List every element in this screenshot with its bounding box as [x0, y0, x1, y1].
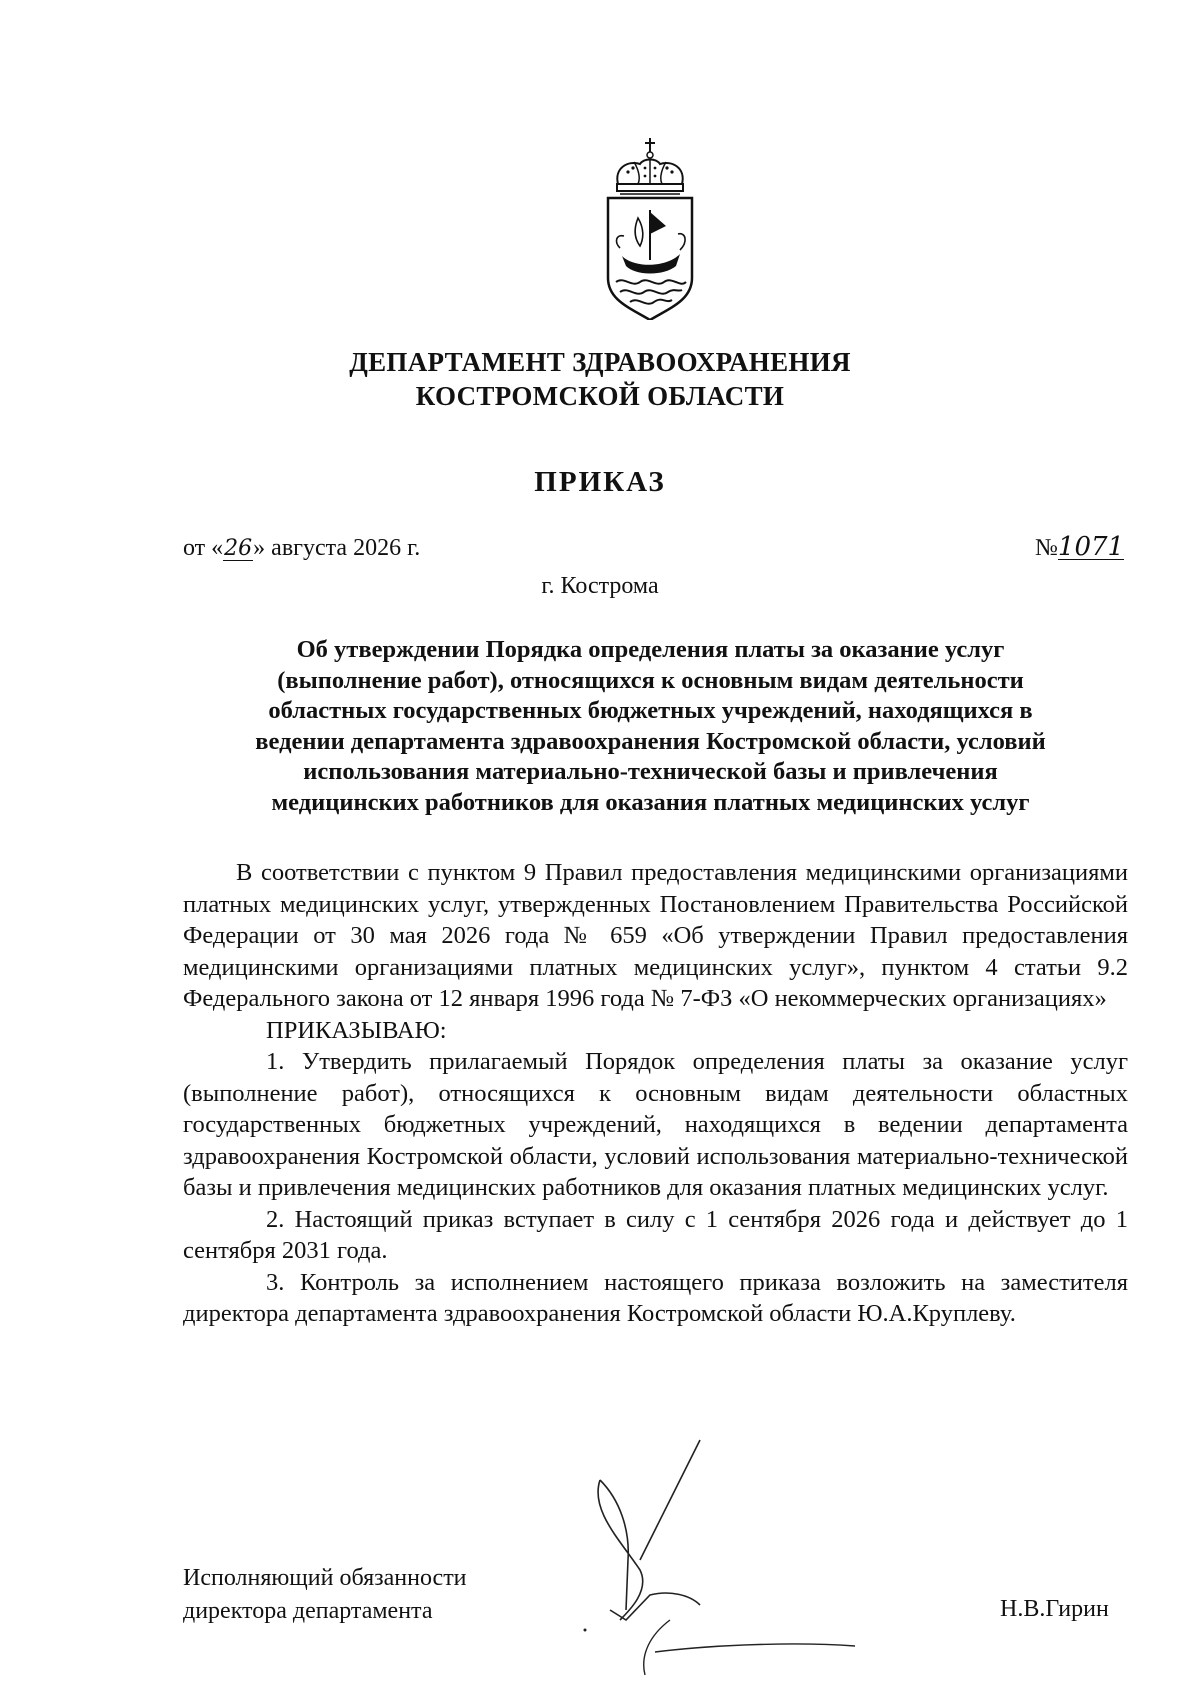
number-prefix: №: [1035, 535, 1058, 561]
subject-line: использования материально-технической базы и привлечения: [303, 758, 998, 785]
signer-position: [183, 1562, 467, 1628]
signer-name: Н.В.Гирин: [1000, 1596, 1109, 1622]
order-number: [1035, 532, 1125, 562]
handwritten-signature-icon: [580, 1420, 940, 1680]
order-item-3: 3. Контроль за исполнением настоящего приказа возложить на заместителя директора департамента здравоохранения Костромской области Ю.А.Круплеву.: [183, 1268, 1128, 1327]
signer-position-line-2: директора департамента: [183, 1598, 433, 1624]
preamble-paragraph: В соответствии с пунктом 9 Правил предоставления медицинскими организациями платных медицинских услуг, утвержденных Постановлением Правительства Российской Федерации от 30 мая 2026 года № 659 «Об утверждении Правил предоставления медицинскими организациями платных медицинских услуг», пунктом 4 статьи 9.2 Федерального закона от 12 января 1996 года № 7-ФЗ «О некоммерческих организациях»: [183, 859, 1128, 1012]
department-line-2: КОСТРОМСКОЙ ОБЛАСТИ: [415, 381, 785, 411]
department-name: [0, 345, 1200, 413]
order-body: [183, 857, 1128, 1330]
order-subject: [183, 635, 1118, 818]
subject-line: медицинских работников для оказания платных медицинских услуг: [271, 788, 1030, 816]
subject-line: Об утверждении Порядка определения платы за оказание услуг: [296, 636, 1005, 663]
date-day-handwritten: 26: [224, 536, 253, 561]
order-date: [183, 535, 420, 562]
date-prefix: от «: [183, 535, 224, 561]
subject-line: ведении департамента здравоохранения Костромской области, условий: [255, 727, 1046, 755]
date-suffix: » августа 2026 г.: [253, 535, 421, 561]
document-title: ПРИКАЗ: [534, 466, 666, 498]
order-item-1: 1. Утвердить прилагаемый Порядок определения платы за оказание услуг (выполнение работ), относящихся к основным видам деятельности областных государственных бюджетных учреждений, находящихся в ведении департамента здравоохранения Костромской области, условий использования материально-технической базы и привлечения медицинских работников для оказания платных медицинских услуг.: [183, 1048, 1128, 1201]
subject-line: (выполнение работ), относящихся к основным видам деятельности: [277, 666, 1024, 694]
subject-line: областных государственных бюджетных учреждений, находящихся в: [268, 697, 1033, 724]
number-handwritten: 1071: [1057, 532, 1125, 562]
department-line-1: ДЕПАРТАМЕНТ ЗДРАВООХРАНЕНИЯ: [349, 347, 851, 377]
order-item-2: 2. Настоящий приказ вступает в силу с 1 сентября 2026 года и действует до 1 сентября 2031 года.: [183, 1205, 1128, 1264]
order-word: ПРИКАЗЫВАЮ:: [266, 1016, 447, 1044]
signer-position-line-1: Исполняющий обязанности: [183, 1565, 467, 1591]
coat-of-arms-icon: [600, 138, 700, 320]
city: г. Кострома: [541, 573, 659, 599]
